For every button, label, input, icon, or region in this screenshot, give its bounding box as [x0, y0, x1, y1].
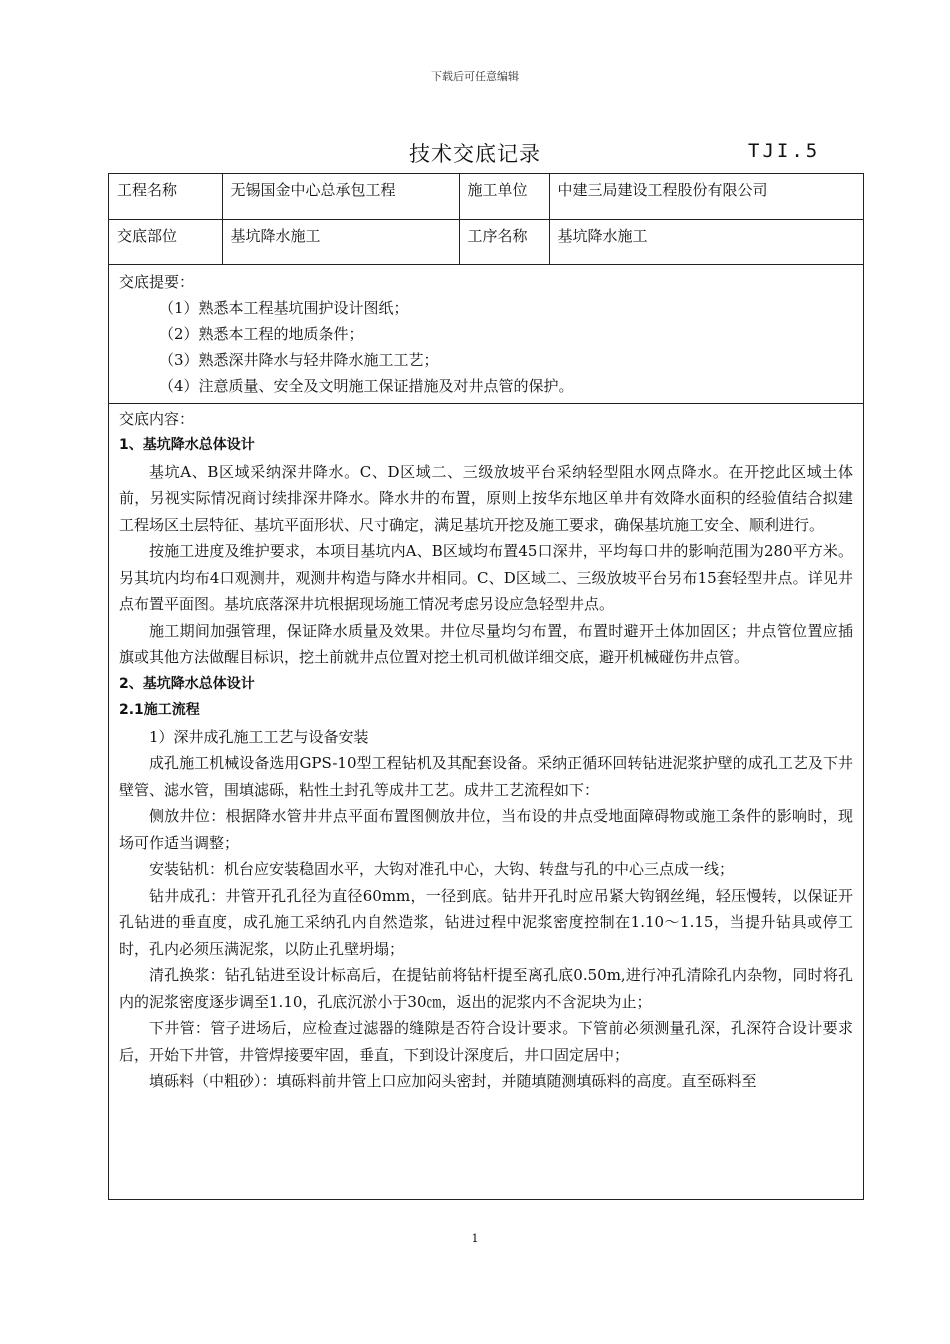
- process-label: 工序名称: [459, 219, 549, 264]
- summary-item: （2）熟悉本工程的地质条件；: [159, 324, 364, 343]
- paragraph: 基坑A、B区域采纳深井降水。C、D区域二、三级放坡平台采纳轻型阻水网点降水。在开挖此区域土体前，另视实际情况商讨续排深井降水。降水井的布置，原则上按华东地区单井有效降水面积的经验值结合拟建工程场区土层特征、基坑平面形状、尺寸确定，满足基坑开挖及施工要求，确保基坑施工安全、顺利进行。: [119, 462, 853, 534]
- location-value: 基坑降水施工: [222, 219, 459, 264]
- project-name-label: 工程名称: [109, 174, 222, 219]
- paragraph: 钻井成孔：井管开孔孔径为直径60mm，一径到底。钻井开孔时应吊紧大钩钢丝绳，轻压慢转，以保证开孔钻进的垂直度，成孔施工采纳孔内自然造浆，钻进过程中泥浆密度控制在1.10～1.15，当提升钻具或停工时，孔内必须压满泥浆，以防止孔壁坍塌；: [119, 886, 853, 958]
- record-form: [108, 173, 864, 1200]
- summary-item: （1）熟悉本工程基坑围护设计图纸；: [159, 298, 409, 317]
- summary-item: （3）熟悉深井降水与轻井降水施工工艺；: [159, 350, 439, 369]
- section-heading: 2、基坑降水总体设计: [119, 675, 255, 692]
- subsection-heading: 2.1施工流程: [119, 702, 200, 718]
- paragraph: 成孔施工机械设备选用GPS-10型工程钻机及其配套设备。采纳正循环回转钻进泥浆护壁的成孔工艺及下井壁管、滤水管，围填滤砾，粘性土封孔等成井工艺。成井工艺流程如下：: [119, 754, 853, 799]
- info-table: [109, 174, 863, 265]
- contractor-label: 施工单位: [459, 174, 549, 219]
- paragraph: 下井管：管子进场后，应检查过滤器的缝隙是否符合设计要求。下管前必须测量孔深，孔深符合设计要求后，开始下井管，井管焊接要牢固，垂直，下到设计深度后，井口固定居中；: [119, 1019, 853, 1064]
- content-label: 交底内容：: [119, 409, 195, 428]
- section-heading: 1、基坑降水总体设计: [119, 437, 255, 453]
- header-note: 下载后可任意编辑: [431, 70, 519, 83]
- location-label: 交底部位: [109, 219, 222, 264]
- paragraph: 侧放井位：根据降水管井井点平面布置图侧放井位，当布设的井点受地面障碍物或施工条件的影响时，现场可作适当调整；: [119, 807, 853, 852]
- info-row-location: [109, 219, 863, 264]
- summary-label: 交底提要：: [119, 272, 195, 291]
- info-row-project: [109, 174, 863, 219]
- contractor-value: 中建三局建设工程股份有限公司: [549, 174, 863, 219]
- paragraph: 清孔换浆：钻孔钻进至设计标高后，在提钻前将钻杆提至离孔底0.50m,进行冲孔清除孔内杂物，同时将孔内的泥浆密度逐步调至1.10，孔底沉淤小于30㎝，返出的泥浆内不含泥块为止；: [119, 966, 853, 1011]
- paragraph: 填砾料（中粗砂）：填砾料前井管上口应加闷头密封，并随填随测填砾料的高度。直至砾料至: [149, 1072, 757, 1090]
- page-number: 1: [471, 1232, 479, 1245]
- project-name-value: 无锡国金中心总承包工程: [222, 174, 459, 219]
- document-code: TJI.5: [748, 140, 821, 162]
- summary-section: [109, 265, 863, 404]
- document-title: 技术交底记录: [409, 142, 541, 166]
- paragraph: 按施工进度及维护要求，本项目基坑内A、B区域均布置45口深井，平均每口井的影响范围为280平方米。另其坑内均布4口观测井，观测井构造与降水井相同。C、D区域二、三级放坡平台另布15套轻型井点。详见井点布置平面图。基坑底落深井坑根据现场施工情况考虑另设应急轻型井点。: [119, 542, 853, 613]
- sub-heading: 1）深井成孔施工工艺与设备安装: [149, 727, 369, 746]
- content-section: [109, 404, 863, 1095]
- paragraph: 安装钻机：机台应安装稳固水平，大钩对准孔中心，大钩、转盘与孔的中心三点成一线；: [149, 860, 735, 878]
- process-value: 基坑降水施工: [549, 219, 863, 264]
- summary-item: （4）注意质量、安全及文明施工保证措施及对井点管的保护。: [159, 376, 574, 395]
- paragraph: 施工期间加强管理，保证降水质量及效果。井位尽量均匀布置，布置时避开土体加固区；井点管位置应插旗或其他方法做醒目标识，挖土前就井点位置对挖土机司机做详细交底，避开机械碰伤井点管。: [119, 621, 853, 666]
